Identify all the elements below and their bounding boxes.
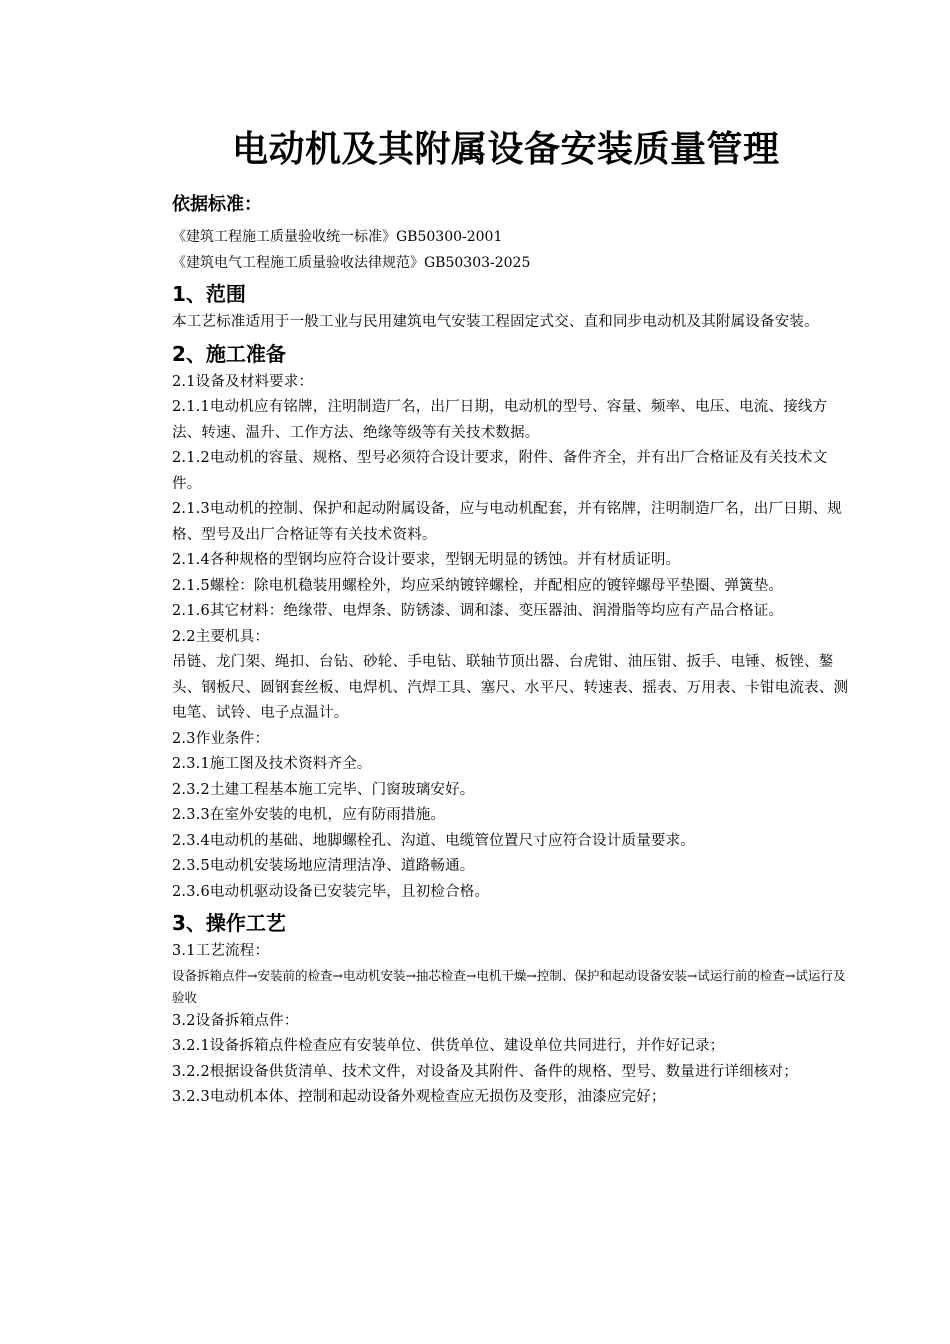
paragraph: 2.3.1施工图及技术资料齐全。 bbox=[172, 756, 372, 772]
document-title: 电动机及其附属设备安装质量管理 bbox=[232, 129, 780, 170]
paragraph: 2.1.6其它材料：绝缘带、电焊条、防锈漆、调和漆、变压器油、润滑脂等均应有产品合格证。 bbox=[172, 603, 784, 619]
basis-heading: 依据标准： bbox=[172, 194, 262, 215]
paragraph: 2.3.2土建工程基本施工完毕、门窗玻璃安好。 bbox=[172, 781, 475, 798]
paragraph: 2.3.5电动机安装场地应清理洁净、道路畅通。 bbox=[172, 858, 475, 874]
paragraph: 2.2主要机具： bbox=[172, 628, 270, 645]
paragraph: 2.3.3在室外安装的电机，应有防雨措施。 bbox=[172, 807, 446, 823]
paragraph: 2.3作业条件： bbox=[172, 730, 270, 747]
paragraph: 3.2设备拆箱点件： bbox=[172, 1012, 299, 1029]
paragraph: 2.1设备及材料要求： bbox=[172, 373, 314, 390]
paragraph: 吊链、龙门架、绳扣、台钻、砂轮、手电钻、联轴节顶出器、台虎钳、油压钳、扳手、电锤、板锉、鏊头、钢板尺、圆钢套丝板、电焊机、汽焊工具、塞尺、水平尺、转速表、摇表、万用表、卡钳电流表、测电笔、试铃、电子点温计。 bbox=[172, 654, 849, 721]
paragraph: 2.3.6电动机驱动设备已安装完毕，且初检合格。 bbox=[172, 883, 490, 900]
paragraph: 2.1.1电动机应有铭牌，注明制造厂名，出厂日期，电动机的型号、容量、频率、电压、电流、接线方法、转速、温升、工作方法、绝缘等级等有关技术数据。 bbox=[172, 399, 828, 441]
paragraph: 2.1.3电动机的控制、保护和起动附属设备，应与电动机配套，并有铭牌，注明制造厂名，出厂日期、规格、型号及出厂合格证等有关技术资料。 bbox=[172, 501, 842, 543]
section-heading-operation: 3、操作工艺 bbox=[172, 911, 286, 935]
paragraph: 2.1.2电动机的容量、规格、型号必须符合设计要求，附件、备件齐全，并有出厂合格证及有关技术文件。 bbox=[172, 450, 828, 492]
paragraph: 2.1.4各种规格的型钢均应符合设计要求，型钢无明显的锈蚀。并有材质证明。 bbox=[172, 552, 681, 568]
process-flow: 设备拆箱点件→安装前的检查→电动机安装→抽芯检查→电机干燥→控制、保护和起动设备安装→试运行前的检查→试运行及验收 bbox=[172, 967, 846, 1005]
paragraph: 2.1.5螺栓：除电机稳装用螺栓外，均应采纳镀锌螺栓，并配相应的镀锌螺母平垫圈、弹簧垫。 bbox=[172, 577, 784, 594]
document-body bbox=[172, 190, 852, 1111]
paragraph: 3.1工艺流程： bbox=[172, 943, 270, 959]
paragraph: 3.2.1设备拆箱点件检查应有安装单位、供货单位、建设单位共同进行，并作好记录； bbox=[172, 1038, 725, 1054]
section-heading-preparation: 2、施工准备 bbox=[172, 341, 286, 366]
standard-reference: 《建筑电气工程施工质量验收法律规范》GB50303-2025 bbox=[172, 255, 531, 271]
standard-reference: 《建筑工程施工质量验收统一标准》GB50300-2001 bbox=[172, 229, 503, 245]
paragraph: 3.2.3电动机本体、控制和起动设备外观检查应无损伤及变形，油漆应完好； bbox=[172, 1089, 666, 1105]
paragraph: 3.2.2根据设备供货清单、技术文件，对设备及其附件、备件的规格、型号、数量进行详细核对； bbox=[172, 1063, 798, 1080]
paragraph: 本工艺标准适用于一般工业与民用建筑电气安装工程固定式交、直和同步电动机及其附属设备安装。 bbox=[172, 314, 819, 330]
paragraph: 2.3.4电动机的基础、地脚螺栓孔、沟道、电缆管位置尺寸应符合设计质量要求。 bbox=[172, 832, 695, 849]
section-heading-scope: 1、范围 bbox=[172, 282, 246, 306]
